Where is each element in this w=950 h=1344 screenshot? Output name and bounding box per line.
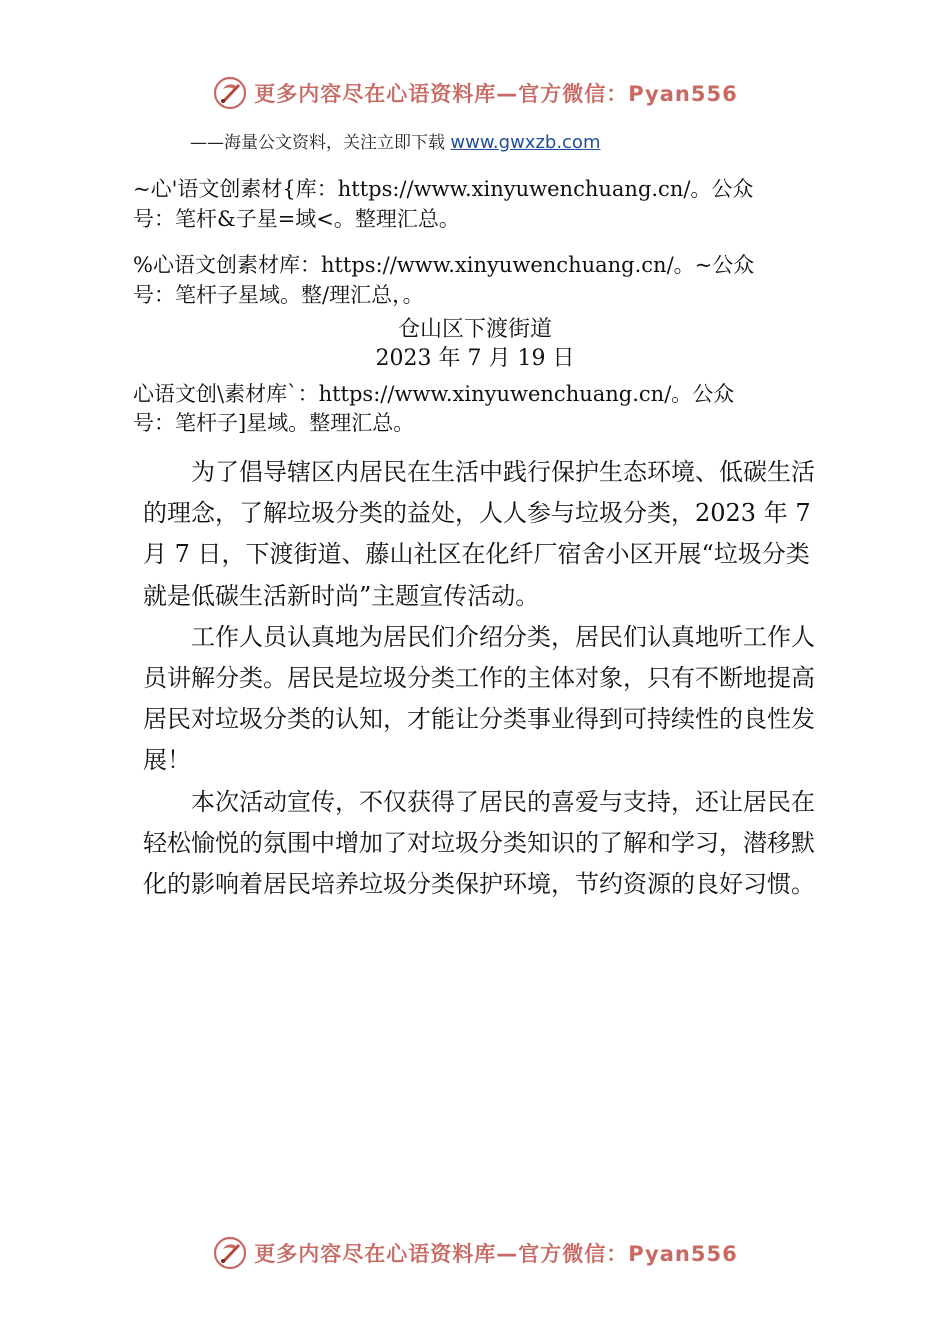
banner-text: 更多内容尽在心语资料库—官方微信：Pyan556 <box>254 1242 738 1266</box>
source-line-1a: ~心'语文创素材{库：https://www.xinyuwenchuang.cn/。公众 <box>133 177 754 201</box>
header-line <box>190 128 600 154</box>
source-line-2a: %心语文创素材库：https://www.xinyuwenchuang.cn/。~公众 <box>133 253 755 277</box>
document-date: 2023 年 7 月 19 日 <box>375 346 575 371</box>
paragraph-3: 本次活动宣传，不仅获得了居民的喜爱与支持，还让居民在轻松愉悦的氛围中增加了对垃圾分类知识的了解和学习，潜移默化的影响着居民培养垃圾分类保护环境，节约资源的良好习惯。 <box>143 787 815 899</box>
banner-text: 更多内容尽在心语资料库—官方微信：Pyan556 <box>254 82 738 106</box>
paragraph-1: 为了倡导辖区内居民在生活中践行保护生态环境、低碳生活的理念，了解垃圾分类的益处，人人参与垃圾分类，2023 年 7 月 7 日，下渡街道、藤山社区在化纤厂宿舍小区开展“垃圾分类就是低碳生活新时尚”主题宣传活动。 <box>143 458 815 610</box>
bottom-banner <box>0 1231 950 1275</box>
source-line-2b: 号：笔杆子星域。整/理汇总，。 <box>133 283 424 307</box>
source-line-3a: 心语文创\素材库`：https://www.xinyuwenchuang.cn/。公众 <box>133 382 735 406</box>
source-line-3b: 号：笔杆子]星域。整理汇总。 <box>133 411 415 435</box>
pen-quill-logo-icon <box>212 75 248 111</box>
header-prefix: ——海量公文资料，关注立即下载 <box>190 133 451 153</box>
pen-quill-logo-icon <box>212 1235 248 1271</box>
source-line-1b: 号：笔杆&子星=域<。整理汇总。 <box>133 207 460 231</box>
header-link[interactable]: www.gwxzb.com <box>450 132 601 153</box>
article-body <box>143 452 815 905</box>
paragraph-2: 工作人员认真地为居民们介绍分类，居民们认真地听工作人员讲解分类。居民是垃圾分类工作的主体对象，只有不断地提高居民对垃圾分类的认知，才能让分类事业得到可持续性的良性发展！ <box>143 622 815 775</box>
top-banner <box>0 71 950 115</box>
organization-name: 仓山区下渡街道 <box>397 317 552 342</box>
